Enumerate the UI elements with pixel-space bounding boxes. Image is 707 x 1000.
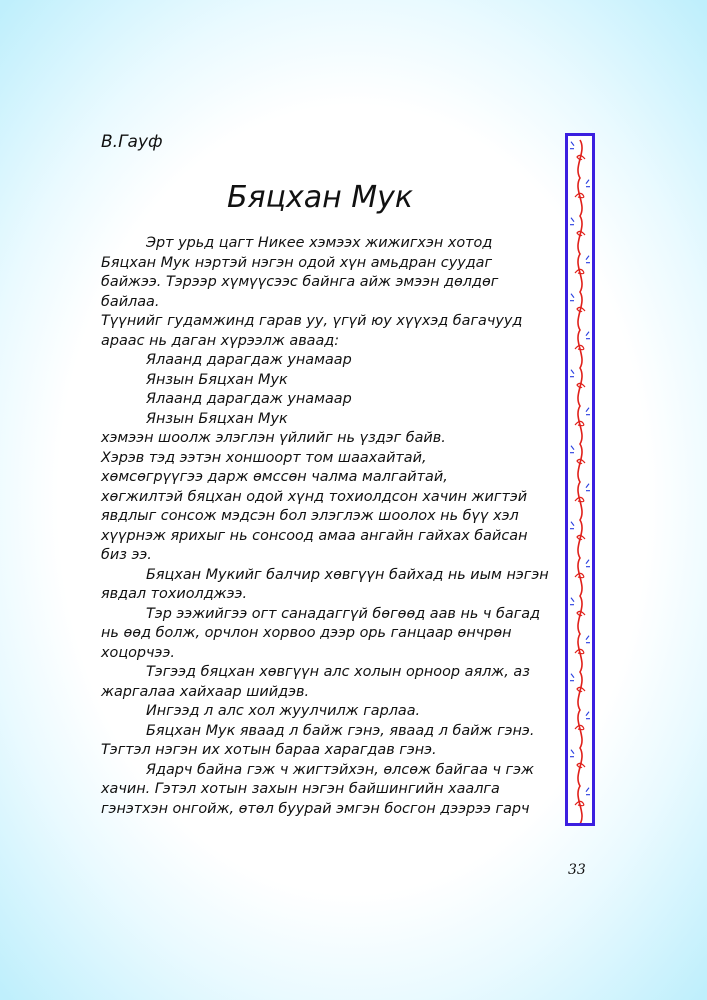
story-line: Эрт урьд цагт Никее хэмээх жижигхэн хотод bbox=[146, 235, 493, 251]
story-line: жаргалаа хайхаар шийдэв. bbox=[101, 683, 310, 700]
story-line: явдал тохиолджээ. bbox=[101, 586, 248, 602]
story-line: хөмсөгрүүгээ дарж өмссөн чалма малгайтай, bbox=[101, 469, 448, 485]
story-body bbox=[101, 234, 551, 819]
story-line: Ялаанд дарагдаж унамаар bbox=[146, 391, 352, 407]
story-line: Түүнийг гудамжинд гарав уу, үгүй юу хүүхэд багачууд bbox=[101, 313, 523, 329]
page-number: 33 bbox=[568, 862, 586, 878]
story-line: Янзын Бяцхан Мук bbox=[146, 371, 288, 388]
story-title: Бяцхан Мук bbox=[226, 180, 414, 215]
story-line: байжээ. Тэрээр хүмүүсээс байнга айж эмээн дөлдөг bbox=[101, 274, 499, 290]
story-line: биз ээ. bbox=[101, 547, 152, 563]
story-line: Тэгтэл нэгэн их хотын бараа харагдав гэнэ. bbox=[101, 742, 437, 758]
story-line: Янзын Бяцхан Мук bbox=[146, 410, 288, 427]
story-line: явдлыг сонсож мэдсэн бол элэглэж шоолох нь бүү хэл bbox=[101, 508, 519, 524]
story-line: Ядарч байна гэж ч жигтэйхэн, өлсөж байгаа ч гэж bbox=[146, 761, 534, 778]
story-line: Тэр ээжийгээ огт санадаггүй бөгөөд аав нь ч багад bbox=[146, 605, 541, 622]
ornament-border-icon bbox=[565, 133, 595, 826]
story-line: хүүрнэж ярихыг нь сонсоод амаа ангайн гайхах байсан bbox=[101, 527, 528, 544]
story-line: Бяцхан Мук яваад л байж гэнэ, яваад л байж гэнэ. bbox=[146, 722, 535, 739]
story-line: Бяцхан Мук нэртэй нэгэн одой хүн амьдран суудаг bbox=[101, 254, 493, 271]
story-line: байлаа. bbox=[101, 293, 160, 310]
story-line: гэнэтхэн онгойж, өтөл буурай эмгэн босгон дээрээ гарч bbox=[101, 800, 530, 817]
story-line: Хэрэв тэд ээтэн хоншоорт том шаахайтай, bbox=[101, 449, 427, 466]
story-line: нь өөд болж, орчлон хорвоо дээр орь ганцаар өнчрөн bbox=[101, 625, 512, 641]
story-line: Тэгээд бяцхан хөвгүүн алс холын орноор аялж, аз bbox=[146, 664, 530, 680]
author-name: В.Гауф bbox=[101, 132, 163, 152]
story-line: Ингээд л алс хол жуулчилж гарлаа. bbox=[146, 703, 421, 719]
story-line: Ялаанд дарагдаж унамаар bbox=[146, 352, 352, 368]
story-line: хэмээн шоолж элэглэн үйлийг нь үздэг байв. bbox=[101, 430, 446, 446]
story-line: хачин. Гэтэл хотын захын нэгэн байшингийн хаалга bbox=[101, 781, 500, 797]
story-line: хөгжилтэй бяцхан одой хүнд тохиолдсон хачин жигтэй bbox=[101, 488, 528, 505]
story-line: хоцорчээ. bbox=[101, 644, 175, 661]
story-line: Бяцхан Мукийг балчир хөвгүүн байхад нь иым нэгэн bbox=[146, 566, 549, 583]
story-line: араас нь даган хүрээлж аваад: bbox=[101, 332, 340, 349]
